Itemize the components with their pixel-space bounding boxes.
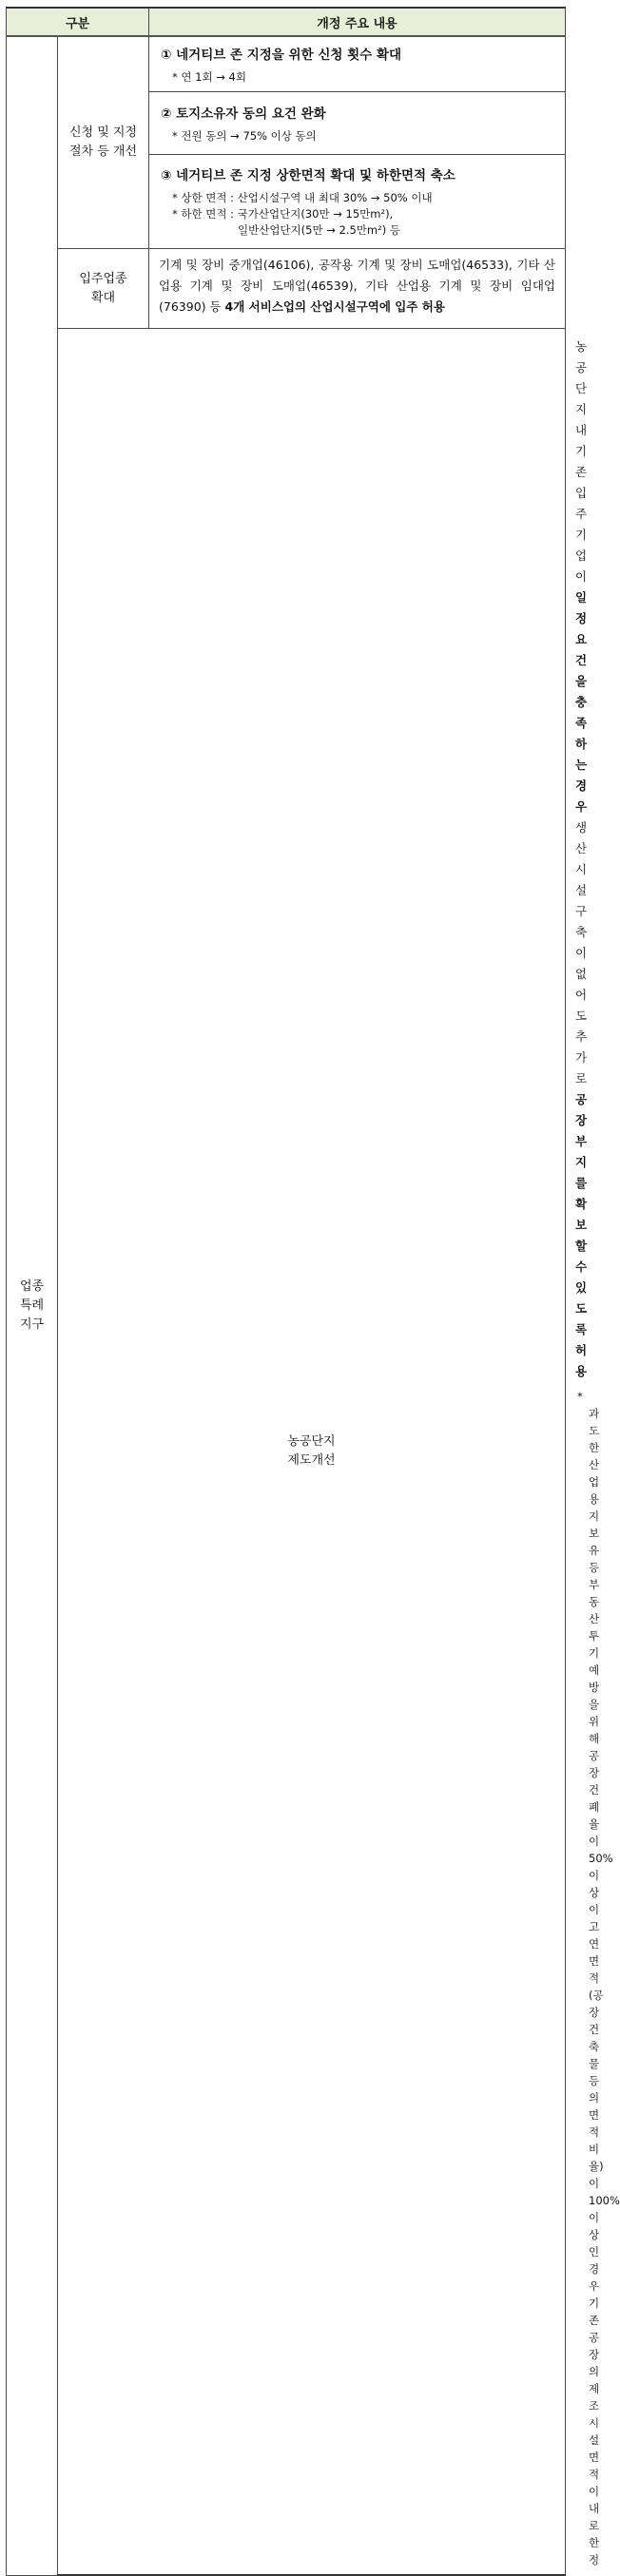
header-contents: 개정 주요 내용 (149, 8, 566, 36)
item3-cell (149, 155, 566, 249)
header-category: 구분 (7, 8, 149, 36)
agri-note: * 과도한 산업용지 보유 등 부동산 투기예방을 위해 공장 건폐율이 50% 이상이고 연면적(공장건축물등의 면적 비율)이 100% 이상인 경우 기존 공장의 제조시설 면적 이내로 한정 (577, 1390, 620, 2566)
business-text (159, 255, 555, 317)
table-row (7, 329, 566, 2576)
item2-title: ② 토지소유자 동의 요건 완화 (161, 106, 326, 122)
zone-label-line: 지구 (19, 1317, 45, 1332)
agri-text-a: 농공단지 내 기존 입주기업이 (575, 339, 588, 584)
item3-title: ③ 네거티브 존 지정 상한면적 확대 및 하한면적 축소 (161, 168, 455, 183)
business-label-line: 확대 (90, 290, 116, 305)
business-cell (149, 249, 566, 329)
item1-title: ① 네거티브 존 지정을 위한 신청 횟수 확대 (161, 48, 401, 63)
business-text-bold: 4개 서비스업의 산업시설구역에 입주 허용 (224, 299, 445, 314)
item3-note-upper: * 상한 면적 : 산업시설구역 내 최대 30% → 50% 이내 (172, 191, 433, 204)
zone-label-cell (7, 36, 58, 2575)
item1-note: * 연 1회 → 4회 (172, 70, 246, 84)
table-row (7, 36, 566, 92)
procedure-label-cell (58, 36, 149, 249)
agri-text-b: 일정 요건을 충족하는 경우 (575, 590, 588, 814)
item2-cell (149, 92, 566, 155)
table-row (7, 249, 566, 329)
zone-label-line: 업종 (19, 1278, 45, 1294)
item3-note-lower-cont: 일반산업단지(5만 → 2.5만m²) 등 (238, 223, 400, 237)
item2-note: * 전원 동의 → 75% 이상 동의 (172, 129, 317, 143)
business-text-plain: 기계 및 장비 중개업(46106), 공작용 기계 및 장비 도매업(46533), 기타 산업용 기계 및 장비 도매업(46539), 기타 산업용 기계 및 장비 임대업(76390) 등 (159, 258, 555, 314)
agri-label-cell (58, 329, 566, 2576)
amendment-table (6, 7, 620, 2576)
agri-label-line: 농공단지 (287, 1434, 336, 1449)
business-label-line: 입주업종 (79, 271, 127, 286)
item1-cell (149, 36, 566, 92)
agri-label-line: 제도개선 (287, 1453, 336, 1468)
agri-text-c: 생산시설 구축이 없어도 추가로 (575, 820, 588, 1086)
business-label-cell (58, 249, 149, 329)
table-header-row (7, 8, 566, 36)
procedure-label-line: 신청 및 지정 (68, 125, 138, 140)
item3-note-lower: * 하한 면적 : 국가산업단지(30만 → 15만m²), (172, 207, 394, 221)
zone-label-line: 특례 (19, 1298, 45, 1313)
agri-text-d: 공장부지를 확보할 수 있도록 허용 (575, 1092, 588, 1378)
procedure-label-line: 절차 등 개선 (68, 144, 138, 159)
